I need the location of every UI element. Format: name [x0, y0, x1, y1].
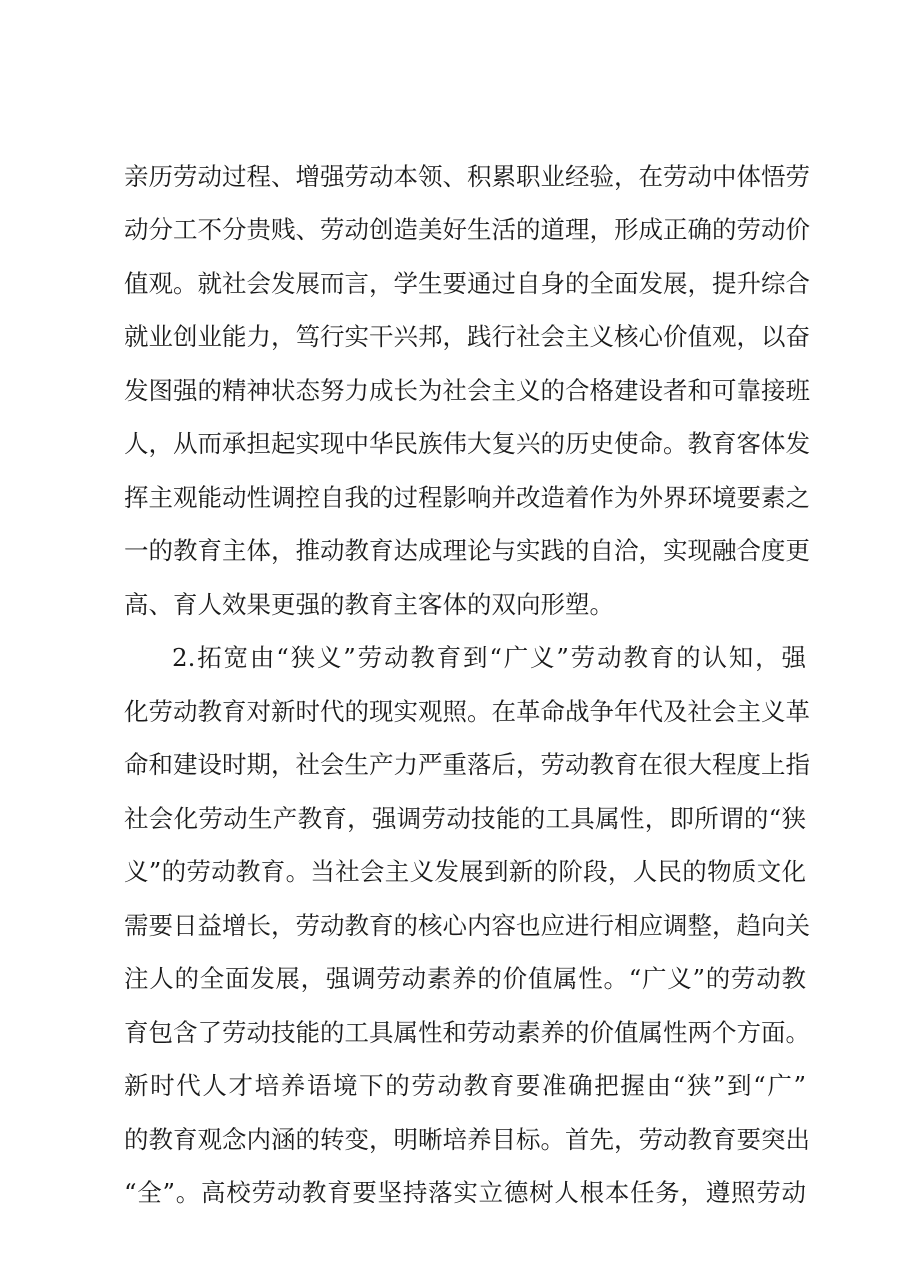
text-line: 亲历劳动过程、增强劳动本领、积累职业经验，在劳动中体悟劳 — [124, 162, 810, 191]
text-line: 注人的全面发展，强调劳动素养的价值属性。“广义”的劳动教 — [124, 964, 806, 993]
text-line: 就业创业能力，笃行实干兴邦，践行社会主义核心价值观，以奋 — [124, 322, 810, 351]
text-line: 高、育人效果更强的教育主客体的双向形塑。 — [124, 590, 614, 619]
text-line: 人，从而承担起实现中华民族伟大复兴的历史使命。教育客体发 — [124, 429, 810, 458]
text-line: 的教育观念内涵的转变，明晰培养目标。首先，劳动教育要突出 — [124, 1125, 810, 1154]
paragraph-heading-line: 2.拓宽由“狭义”劳动教育到“广义”劳动教育的认知，强 — [172, 643, 806, 672]
text-line: 社会化劳动生产教育，强调劳动技能的工具属性，即所谓的“狭 — [124, 804, 806, 833]
text-line: 值观。就社会发展而言，学生要通过自身的全面发展，提升综合 — [124, 269, 810, 298]
text-line: 发图强的精神状态努力成长为社会主义的合格建设者和可靠接班 — [124, 376, 810, 405]
text-line: 义”的劳动教育。当社会主义发展到新的阶段，人民的物质文化 — [124, 857, 806, 886]
text-line: “全”。高校劳动教育要坚持落实立德树人根本任务，遵照劳动 — [124, 1178, 806, 1207]
text-line: 命和建设时期，社会生产力严重落后，劳动教育在很大程度上指 — [124, 750, 810, 779]
text-line: 动分工不分贵贱、劳动创造美好生活的道理，形成正确的劳动价 — [124, 215, 810, 244]
text-line: 新时代人才培养语境下的劳动教育要准确把握由“狭”到“广” — [124, 1071, 806, 1100]
text-line: 化劳动教育对新时代的现实观照。在革命战争年代及社会主义革 — [124, 697, 810, 726]
text-line: 挥主观能动性调控自我的过程影响并改造着作为外界环境要素之 — [124, 483, 810, 512]
text-line: 需要日益增长，劳动教育的核心内容也应进行相应调整，趋向关 — [124, 911, 810, 940]
text-line: 一的教育主体，推动教育达成理论与实践的自洽，实现融合度更 — [124, 536, 810, 565]
text-line: 育包含了劳动技能的工具属性和劳动素养的价值属性两个方面。 — [124, 1018, 810, 1047]
